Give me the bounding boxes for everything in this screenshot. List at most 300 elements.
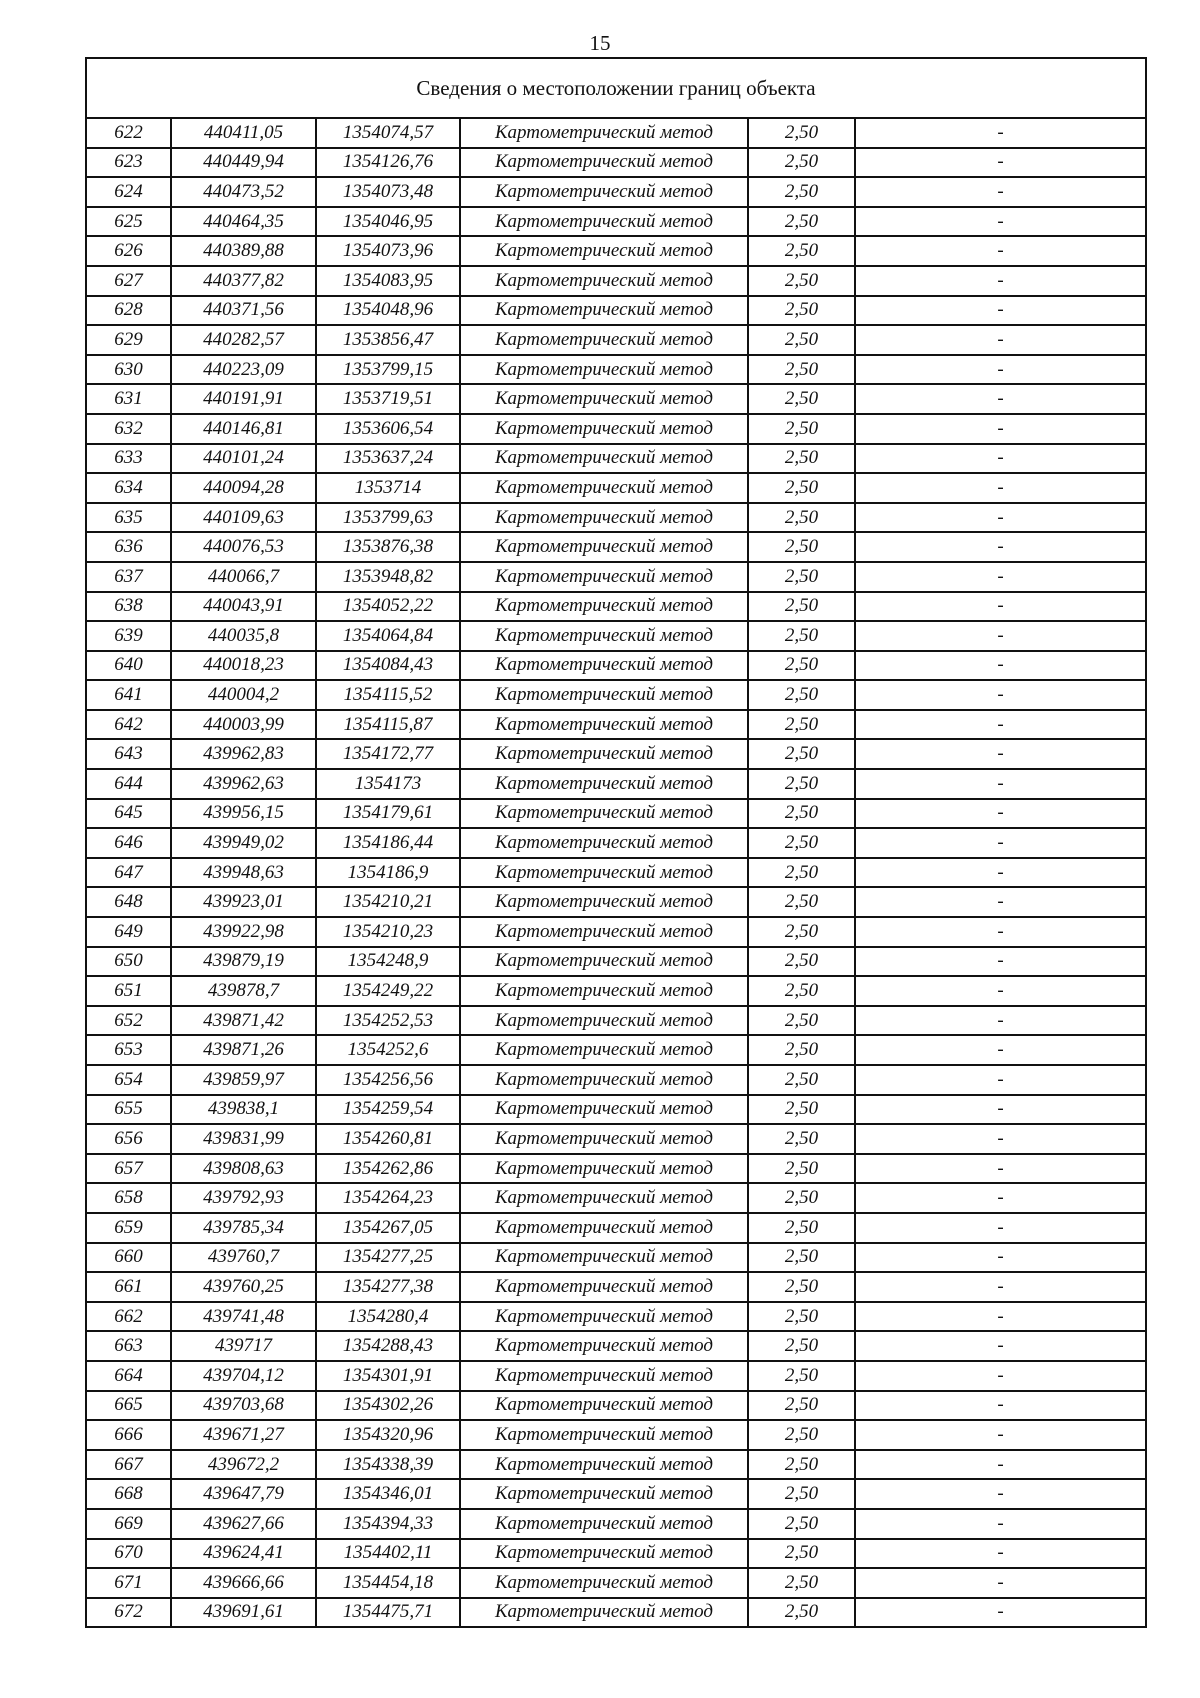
x-coordinate-cell: 440389,88	[171, 236, 316, 266]
point-number-cell: 671	[86, 1568, 171, 1598]
accuracy-cell: 2,50	[748, 1302, 855, 1332]
method-cell: Картометрический метод	[460, 651, 748, 681]
table-row	[86, 621, 1146, 651]
note-cell: -	[855, 1450, 1146, 1480]
accuracy-cell: 2,50	[748, 1035, 855, 1065]
table-row	[86, 710, 1146, 740]
note-cell: -	[855, 296, 1146, 326]
point-number-cell: 653	[86, 1035, 171, 1065]
method-cell: Картометрический метод	[460, 1213, 748, 1243]
table-row	[86, 414, 1146, 444]
accuracy-cell: 2,50	[748, 236, 855, 266]
method-cell: Картометрический метод	[460, 562, 748, 592]
y-coordinate-cell: 1353799,15	[316, 355, 460, 385]
accuracy-cell: 2,50	[748, 828, 855, 858]
y-coordinate-cell: 1354346,01	[316, 1479, 460, 1509]
accuracy-cell: 2,50	[748, 325, 855, 355]
table-row	[86, 1213, 1146, 1243]
y-coordinate-cell: 1354074,57	[316, 118, 460, 148]
method-cell: Картометрический метод	[460, 1509, 748, 1539]
note-cell: -	[855, 1361, 1146, 1391]
accuracy-cell: 2,50	[748, 1095, 855, 1125]
y-coordinate-cell: 1354301,91	[316, 1361, 460, 1391]
note-cell: -	[855, 1124, 1146, 1154]
accuracy-cell: 2,50	[748, 799, 855, 829]
x-coordinate-cell: 440003,99	[171, 710, 316, 740]
point-number-cell: 658	[86, 1183, 171, 1213]
accuracy-cell: 2,50	[748, 148, 855, 178]
note-cell: -	[855, 1302, 1146, 1332]
boundary-table-container	[85, 57, 1145, 1628]
accuracy-cell: 2,50	[748, 355, 855, 385]
point-number-cell: 642	[86, 710, 171, 740]
y-coordinate-cell: 1354252,6	[316, 1035, 460, 1065]
table-row	[86, 266, 1146, 296]
table-row	[86, 532, 1146, 562]
x-coordinate-cell: 439922,98	[171, 917, 316, 947]
note-cell: -	[855, 1568, 1146, 1598]
table-row	[86, 118, 1146, 148]
accuracy-cell: 2,50	[748, 1391, 855, 1421]
point-number-cell: 630	[86, 355, 171, 385]
method-cell: Картометрический метод	[460, 1568, 748, 1598]
x-coordinate-cell: 440101,24	[171, 444, 316, 474]
note-cell: -	[855, 858, 1146, 888]
x-coordinate-cell: 439962,63	[171, 769, 316, 799]
x-coordinate-cell: 439741,48	[171, 1302, 316, 1332]
x-coordinate-cell: 440066,7	[171, 562, 316, 592]
x-coordinate-cell: 440094,28	[171, 473, 316, 503]
method-cell: Картометрический метод	[460, 828, 748, 858]
note-cell: -	[855, 1331, 1146, 1361]
accuracy-cell: 2,50	[748, 503, 855, 533]
x-coordinate-cell: 440043,91	[171, 592, 316, 622]
point-number-cell: 635	[86, 503, 171, 533]
method-cell: Картометрический метод	[460, 118, 748, 148]
x-coordinate-cell: 439792,93	[171, 1183, 316, 1213]
table-row	[86, 799, 1146, 829]
method-cell: Картометрический метод	[460, 1331, 748, 1361]
method-cell: Картометрический метод	[460, 1450, 748, 1480]
point-number-cell: 657	[86, 1154, 171, 1184]
accuracy-cell: 2,50	[748, 1450, 855, 1480]
accuracy-cell: 2,50	[748, 710, 855, 740]
point-number-cell: 664	[86, 1361, 171, 1391]
table-row	[86, 384, 1146, 414]
table-row	[86, 1302, 1146, 1332]
y-coordinate-cell: 1354073,96	[316, 236, 460, 266]
table-caption: Сведения о местоположении границ объекта	[86, 58, 1146, 118]
x-coordinate-cell: 439671,27	[171, 1420, 316, 1450]
accuracy-cell: 2,50	[748, 739, 855, 769]
note-cell: -	[855, 473, 1146, 503]
point-number-cell: 641	[86, 680, 171, 710]
point-number-cell: 647	[86, 858, 171, 888]
note-cell: -	[855, 592, 1146, 622]
table-row	[86, 1391, 1146, 1421]
x-coordinate-cell: 440411,05	[171, 118, 316, 148]
point-number-cell: 651	[86, 976, 171, 1006]
method-cell: Картометрический метод	[460, 947, 748, 977]
x-coordinate-cell: 440377,82	[171, 266, 316, 296]
y-coordinate-cell: 1354264,23	[316, 1183, 460, 1213]
x-coordinate-cell: 439948,63	[171, 858, 316, 888]
point-number-cell: 639	[86, 621, 171, 651]
x-coordinate-cell: 440018,23	[171, 651, 316, 681]
table-row	[86, 562, 1146, 592]
table-row	[86, 1568, 1146, 1598]
method-cell: Картометрический метод	[460, 621, 748, 651]
accuracy-cell: 2,50	[748, 651, 855, 681]
accuracy-cell: 2,50	[748, 1272, 855, 1302]
method-cell: Картометрический метод	[460, 887, 748, 917]
table-row	[86, 651, 1146, 681]
method-cell: Картометрический метод	[460, 503, 748, 533]
note-cell: -	[855, 207, 1146, 237]
y-coordinate-cell: 1354302,26	[316, 1391, 460, 1421]
accuracy-cell: 2,50	[748, 532, 855, 562]
x-coordinate-cell: 439808,63	[171, 1154, 316, 1184]
point-number-cell: 665	[86, 1391, 171, 1421]
note-cell: -	[855, 651, 1146, 681]
point-number-cell: 663	[86, 1331, 171, 1361]
method-cell: Картометрический метод	[460, 1065, 748, 1095]
note-cell: -	[855, 236, 1146, 266]
point-number-cell: 661	[86, 1272, 171, 1302]
method-cell: Картометрический метод	[460, 473, 748, 503]
accuracy-cell: 2,50	[748, 266, 855, 296]
point-number-cell: 672	[86, 1598, 171, 1628]
x-coordinate-cell: 439838,1	[171, 1095, 316, 1125]
table-body	[86, 118, 1146, 1627]
x-coordinate-cell: 439962,83	[171, 739, 316, 769]
note-cell: -	[855, 739, 1146, 769]
table-row	[86, 1095, 1146, 1125]
note-cell: -	[855, 917, 1146, 947]
x-coordinate-cell: 439717	[171, 1331, 316, 1361]
method-cell: Картометрический метод	[460, 799, 748, 829]
note-cell: -	[855, 503, 1146, 533]
point-number-cell: 623	[86, 148, 171, 178]
point-number-cell: 625	[86, 207, 171, 237]
accuracy-cell: 2,50	[748, 1213, 855, 1243]
accuracy-cell: 2,50	[748, 621, 855, 651]
method-cell: Картометрический метод	[460, 296, 748, 326]
note-cell: -	[855, 562, 1146, 592]
note-cell: -	[855, 532, 1146, 562]
accuracy-cell: 2,50	[748, 473, 855, 503]
point-number-cell: 644	[86, 769, 171, 799]
note-cell: -	[855, 1539, 1146, 1569]
x-coordinate-cell: 439704,12	[171, 1361, 316, 1391]
table-row	[86, 1450, 1146, 1480]
accuracy-cell: 2,50	[748, 917, 855, 947]
method-cell: Картометрический метод	[460, 592, 748, 622]
note-cell: -	[855, 799, 1146, 829]
y-coordinate-cell: 1354052,22	[316, 592, 460, 622]
accuracy-cell: 2,50	[748, 769, 855, 799]
point-number-cell: 666	[86, 1420, 171, 1450]
accuracy-cell: 2,50	[748, 1154, 855, 1184]
y-coordinate-cell: 1353948,82	[316, 562, 460, 592]
accuracy-cell: 2,50	[748, 444, 855, 474]
method-cell: Картометрический метод	[460, 414, 748, 444]
table-row	[86, 887, 1146, 917]
accuracy-cell: 2,50	[748, 1183, 855, 1213]
y-coordinate-cell: 1354064,84	[316, 621, 460, 651]
method-cell: Картометрический метод	[460, 207, 748, 237]
y-coordinate-cell: 1354084,43	[316, 651, 460, 681]
note-cell: -	[855, 1420, 1146, 1450]
y-coordinate-cell: 1354186,44	[316, 828, 460, 858]
y-coordinate-cell: 1354454,18	[316, 1568, 460, 1598]
point-number-cell: 649	[86, 917, 171, 947]
note-cell: -	[855, 710, 1146, 740]
x-coordinate-cell: 440035,8	[171, 621, 316, 651]
table-row	[86, 1509, 1146, 1539]
method-cell: Картометрический метод	[460, 1479, 748, 1509]
method-cell: Картометрический метод	[460, 266, 748, 296]
table-row	[86, 1243, 1146, 1273]
x-coordinate-cell: 439627,66	[171, 1509, 316, 1539]
x-coordinate-cell: 439666,66	[171, 1568, 316, 1598]
method-cell: Картометрический метод	[460, 1035, 748, 1065]
method-cell: Картометрический метод	[460, 1539, 748, 1569]
y-coordinate-cell: 1354277,38	[316, 1272, 460, 1302]
x-coordinate-cell: 439879,19	[171, 947, 316, 977]
point-number-cell: 655	[86, 1095, 171, 1125]
note-cell: -	[855, 1154, 1146, 1184]
point-number-cell: 636	[86, 532, 171, 562]
x-coordinate-cell: 439956,15	[171, 799, 316, 829]
table-row	[86, 473, 1146, 503]
y-coordinate-cell: 1353799,63	[316, 503, 460, 533]
x-coordinate-cell: 439691,61	[171, 1598, 316, 1628]
note-cell: -	[855, 1095, 1146, 1125]
y-coordinate-cell: 1354115,52	[316, 680, 460, 710]
table-row	[86, 1361, 1146, 1391]
note-cell: -	[855, 266, 1146, 296]
x-coordinate-cell: 439878,7	[171, 976, 316, 1006]
note-cell: -	[855, 1243, 1146, 1273]
accuracy-cell: 2,50	[748, 1331, 855, 1361]
accuracy-cell: 2,50	[748, 1420, 855, 1450]
table-row	[86, 1183, 1146, 1213]
y-coordinate-cell: 1354249,22	[316, 976, 460, 1006]
point-number-cell: 652	[86, 1006, 171, 1036]
table-row	[86, 1006, 1146, 1036]
point-number-cell: 633	[86, 444, 171, 474]
note-cell: -	[855, 325, 1146, 355]
accuracy-cell: 2,50	[748, 976, 855, 1006]
table-row	[86, 207, 1146, 237]
method-cell: Картометрический метод	[460, 1361, 748, 1391]
method-cell: Картометрический метод	[460, 1154, 748, 1184]
table-row	[86, 976, 1146, 1006]
y-coordinate-cell: 1354280,4	[316, 1302, 460, 1332]
y-coordinate-cell: 1353637,24	[316, 444, 460, 474]
x-coordinate-cell: 439760,25	[171, 1272, 316, 1302]
method-cell: Картометрический метод	[460, 444, 748, 474]
table-row	[86, 1420, 1146, 1450]
accuracy-cell: 2,50	[748, 1479, 855, 1509]
point-number-cell: 645	[86, 799, 171, 829]
point-number-cell: 622	[86, 118, 171, 148]
y-coordinate-cell: 1354186,9	[316, 858, 460, 888]
method-cell: Картометрический метод	[460, 710, 748, 740]
y-coordinate-cell: 1354179,61	[316, 799, 460, 829]
y-coordinate-cell: 1354320,96	[316, 1420, 460, 1450]
x-coordinate-cell: 440282,57	[171, 325, 316, 355]
note-cell: -	[855, 1065, 1146, 1095]
x-coordinate-cell: 439831,99	[171, 1124, 316, 1154]
x-coordinate-cell: 440464,35	[171, 207, 316, 237]
accuracy-cell: 2,50	[748, 384, 855, 414]
method-cell: Картометрический метод	[460, 384, 748, 414]
y-coordinate-cell: 1353719,51	[316, 384, 460, 414]
accuracy-cell: 2,50	[748, 1509, 855, 1539]
x-coordinate-cell: 439624,41	[171, 1539, 316, 1569]
note-cell: -	[855, 118, 1146, 148]
table-row	[86, 148, 1146, 178]
table-row	[86, 1272, 1146, 1302]
note-cell: -	[855, 828, 1146, 858]
y-coordinate-cell: 1354048,96	[316, 296, 460, 326]
y-coordinate-cell: 1354288,43	[316, 1331, 460, 1361]
point-number-cell: 646	[86, 828, 171, 858]
point-number-cell: 643	[86, 739, 171, 769]
y-coordinate-cell: 1353714	[316, 473, 460, 503]
accuracy-cell: 2,50	[748, 887, 855, 917]
point-number-cell: 634	[86, 473, 171, 503]
table-row	[86, 592, 1146, 622]
note-cell: -	[855, 414, 1146, 444]
y-coordinate-cell: 1354256,56	[316, 1065, 460, 1095]
point-number-cell: 654	[86, 1065, 171, 1095]
method-cell: Картометрический метод	[460, 1302, 748, 1332]
y-coordinate-cell: 1354248,9	[316, 947, 460, 977]
point-number-cell: 626	[86, 236, 171, 266]
note-cell: -	[855, 1213, 1146, 1243]
note-cell: -	[855, 148, 1146, 178]
x-coordinate-cell: 439785,34	[171, 1213, 316, 1243]
y-coordinate-cell: 1354046,95	[316, 207, 460, 237]
point-number-cell: 627	[86, 266, 171, 296]
point-number-cell: 668	[86, 1479, 171, 1509]
note-cell: -	[855, 1509, 1146, 1539]
note-cell: -	[855, 769, 1146, 799]
table-row	[86, 296, 1146, 326]
y-coordinate-cell: 1354173	[316, 769, 460, 799]
method-cell: Картометрический метод	[460, 739, 748, 769]
accuracy-cell: 2,50	[748, 1124, 855, 1154]
note-cell: -	[855, 680, 1146, 710]
y-coordinate-cell: 1353856,47	[316, 325, 460, 355]
y-coordinate-cell: 1354277,25	[316, 1243, 460, 1273]
x-coordinate-cell: 439871,26	[171, 1035, 316, 1065]
x-coordinate-cell: 440076,53	[171, 532, 316, 562]
accuracy-cell: 2,50	[748, 414, 855, 444]
y-coordinate-cell: 1354210,21	[316, 887, 460, 917]
x-coordinate-cell: 439859,97	[171, 1065, 316, 1095]
point-number-cell: 629	[86, 325, 171, 355]
method-cell: Картометрический метод	[460, 976, 748, 1006]
y-coordinate-cell: 1354260,81	[316, 1124, 460, 1154]
note-cell: -	[855, 621, 1146, 651]
method-cell: Картометрический метод	[460, 1124, 748, 1154]
table-row	[86, 1479, 1146, 1509]
accuracy-cell: 2,50	[748, 1243, 855, 1273]
table-row	[86, 1539, 1146, 1569]
method-cell: Картометрический метод	[460, 1183, 748, 1213]
table-row	[86, 680, 1146, 710]
note-cell: -	[855, 1183, 1146, 1213]
method-cell: Картометрический метод	[460, 532, 748, 562]
accuracy-cell: 2,50	[748, 1539, 855, 1569]
y-coordinate-cell: 1354115,87	[316, 710, 460, 740]
note-cell: -	[855, 887, 1146, 917]
accuracy-cell: 2,50	[748, 1065, 855, 1095]
y-coordinate-cell: 1354338,39	[316, 1450, 460, 1480]
y-coordinate-cell: 1353876,38	[316, 532, 460, 562]
point-number-cell: 656	[86, 1124, 171, 1154]
y-coordinate-cell: 1354262,86	[316, 1154, 460, 1184]
note-cell: -	[855, 1598, 1146, 1628]
table-row	[86, 828, 1146, 858]
table-row	[86, 1065, 1146, 1095]
table-row	[86, 1331, 1146, 1361]
note-cell: -	[855, 1035, 1146, 1065]
x-coordinate-cell: 439672,2	[171, 1450, 316, 1480]
table-row	[86, 355, 1146, 385]
point-number-cell: 659	[86, 1213, 171, 1243]
table-row	[86, 947, 1146, 977]
note-cell: -	[855, 177, 1146, 207]
point-number-cell: 631	[86, 384, 171, 414]
table-row	[86, 917, 1146, 947]
x-coordinate-cell: 439703,68	[171, 1391, 316, 1421]
accuracy-cell: 2,50	[748, 1361, 855, 1391]
note-cell: -	[855, 444, 1146, 474]
method-cell: Картометрический метод	[460, 1243, 748, 1273]
x-coordinate-cell: 440223,09	[171, 355, 316, 385]
method-cell: Картометрический метод	[460, 1598, 748, 1628]
method-cell: Картометрический метод	[460, 355, 748, 385]
y-coordinate-cell: 1353606,54	[316, 414, 460, 444]
method-cell: Картометрический метод	[460, 236, 748, 266]
y-coordinate-cell: 1354267,05	[316, 1213, 460, 1243]
method-cell: Картометрический метод	[460, 148, 748, 178]
y-coordinate-cell: 1354126,76	[316, 148, 460, 178]
accuracy-cell: 2,50	[748, 118, 855, 148]
point-number-cell: 670	[86, 1539, 171, 1569]
method-cell: Картометрический метод	[460, 769, 748, 799]
point-number-cell: 660	[86, 1243, 171, 1273]
point-number-cell: 648	[86, 887, 171, 917]
accuracy-cell: 2,50	[748, 207, 855, 237]
y-coordinate-cell: 1354073,48	[316, 177, 460, 207]
y-coordinate-cell: 1354475,71	[316, 1598, 460, 1628]
point-number-cell: 667	[86, 1450, 171, 1480]
x-coordinate-cell: 440146,81	[171, 414, 316, 444]
table-row	[86, 1035, 1146, 1065]
method-cell: Картометрический метод	[460, 1095, 748, 1125]
accuracy-cell: 2,50	[748, 177, 855, 207]
accuracy-cell: 2,50	[748, 1598, 855, 1628]
point-number-cell: 638	[86, 592, 171, 622]
note-cell: -	[855, 384, 1146, 414]
method-cell: Картометрический метод	[460, 1420, 748, 1450]
